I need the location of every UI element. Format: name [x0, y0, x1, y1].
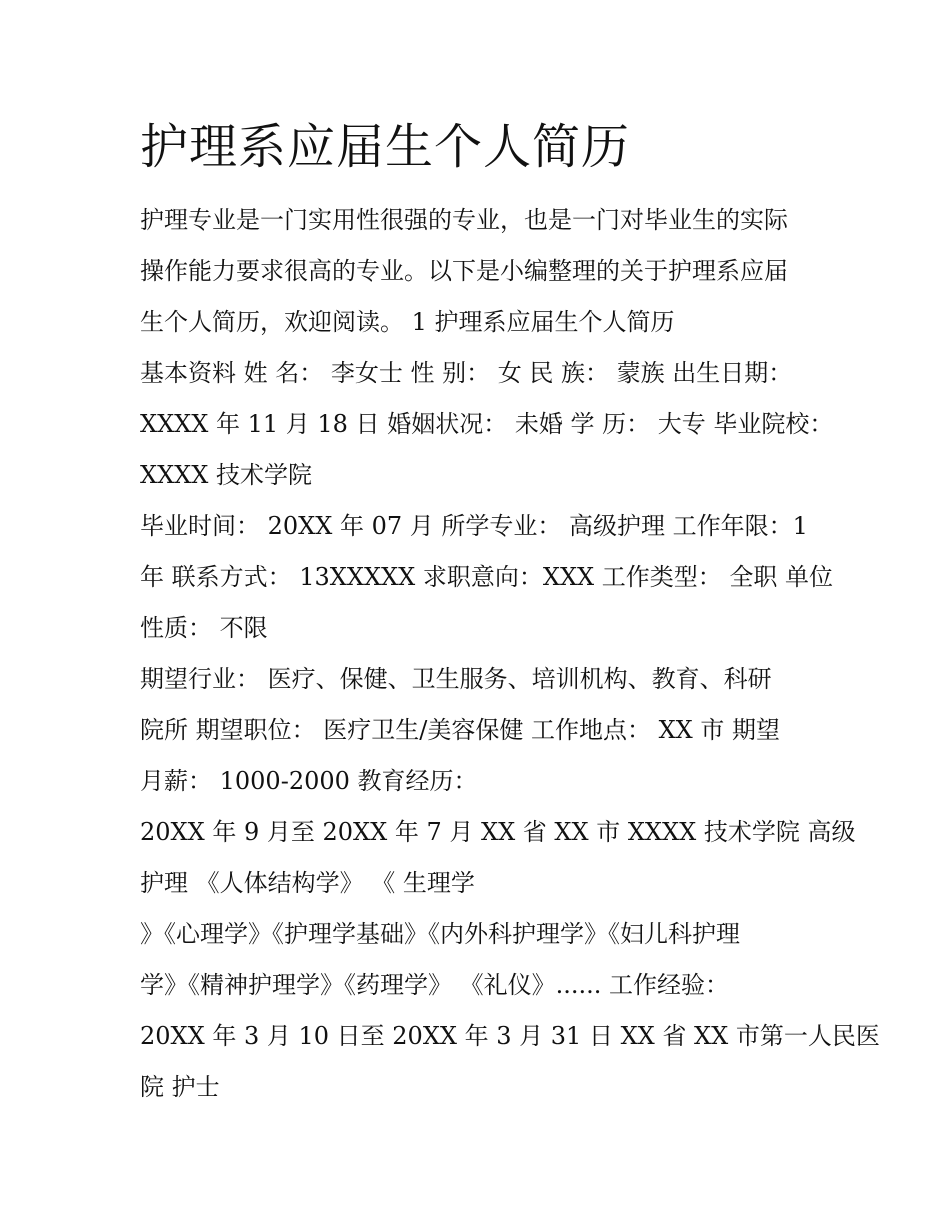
paragraph-line: 20XX 年 9 月至 20XX 年 7 月 XX 省 XX 市 XXXX 技术学院 高级 [140, 818, 856, 846]
resume-body [140, 195, 880, 1113]
paragraph-line: 毕业时间： 20XX 年 07 月 所学专业： 高级护理 工作年限：1 [140, 512, 808, 540]
paragraph-line: 》《心理学》《护理学基础》《内外科护理学》《妇儿科护理 [140, 920, 740, 948]
paragraph-line: 生个人简历，欢迎阅读。 1 护理系应届生个人简历 [140, 308, 675, 336]
page-title: 护理系应届生个人简历 [140, 119, 631, 175]
paragraph-line: 学》《精神护理学》《药理学》 《礼仪》...... 工作经验： [140, 971, 730, 999]
paragraph-line: 操作能力要求很高的专业。以下是小编整理的关于护理系应届 [140, 257, 788, 285]
paragraph-line: 20XX 年 3 月 10 日至 20XX 年 3 月 31 日 XX 省 XX 市第一人民医 [140, 1022, 880, 1050]
paragraph-line: 性质： 不限 [140, 614, 268, 642]
paragraph-line: XXXX 年 11 月 18 日 婚姻状况： 未婚 学 历： 大专 毕业院校： [140, 410, 834, 438]
paragraph-line: 院所 期望职位： 医疗卫生/美容保健 工作地点： XX 市 期望 [140, 716, 781, 744]
paragraph-line: 基本资料 姓 名： 李女士 性 别： 女 民 族： 蒙族 出生日期： [140, 359, 793, 387]
paragraph-line: 月薪： 1000-2000 教育经历： [140, 767, 478, 795]
paragraph-line: 年 联系方式： 13XXXXX 求职意向：XXX 工作类型： 全职 单位 [140, 563, 833, 591]
paragraph-line: 护理专业是一门实用性很强的专业，也是一门对毕业生的实际 [140, 206, 788, 234]
paragraph-line: 护理 《人体结构学》 《 生理学 [140, 869, 475, 897]
paragraph-line: XXXX 技术学院 [140, 461, 312, 489]
paragraph-line: 期望行业： 医疗、保健、卫生服务、培训机构、教育、科研 [140, 665, 772, 693]
paragraph-line: 院 护士 [140, 1073, 220, 1101]
